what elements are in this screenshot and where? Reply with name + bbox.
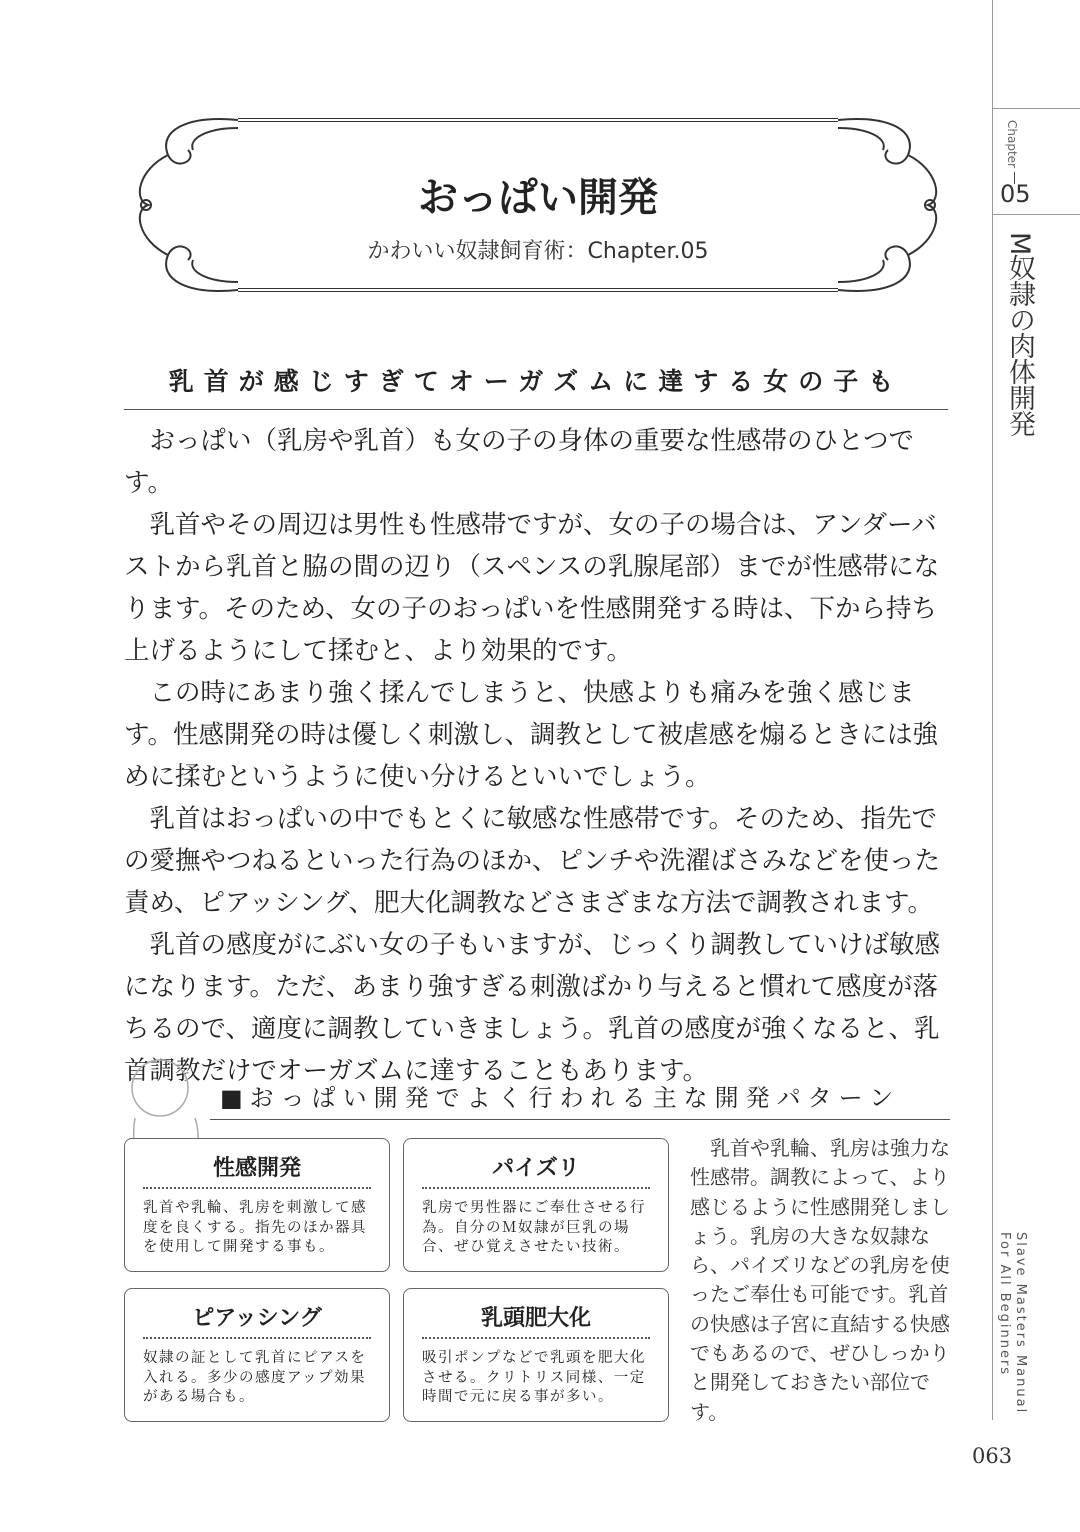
- paragraph: 乳首やその周辺は男性も性感帯ですが、女の子の場合は、アンダーバストから乳首と脇の間の辺り（スペンスの乳腺尾部）までが性感帯になります。そのため、女の子のおっぱいを性感開発する時は、下から持ち上げるようにして揉むと、より効果的です。: [124, 510, 940, 666]
- body-text: [124, 420, 950, 1092]
- section-heading: 乳首が感じすぎてオーガズムに達する女の子も: [124, 362, 948, 410]
- page-subtitle: かわいい奴隷飼育術：Chapter.05: [367, 239, 709, 264]
- sidebar-divider: [992, 0, 993, 1420]
- card-text: 乳房で男性器にご奉仕させる行為。自分のＭ奴隷が巨乳の場合、ぜひ覚えさせたい技術。: [422, 1200, 646, 1255]
- book-title: [996, 1232, 1028, 1414]
- book-title-line: Slave Masters Manual: [1013, 1232, 1028, 1415]
- pattern-card: [403, 1288, 669, 1422]
- card-title: パイズリ: [422, 1151, 650, 1189]
- card-title: 性感開発: [143, 1151, 371, 1189]
- pattern-card: [403, 1138, 669, 1272]
- chapter-label: Chapter: [1005, 120, 1019, 168]
- paragraph: おっぱい（乳房や乳首）も女の子の身体の重要な性感帯のひとつです。: [124, 426, 914, 498]
- patterns-heading: ■おっぱい開発でよく行われる主な開発パターン: [210, 1078, 950, 1120]
- chapter-title: M奴隷の肉体開発: [1004, 232, 1035, 437]
- sidebar-rule: [992, 214, 1080, 215]
- side-note: 乳首や乳輪、乳房は強力な性感帯。調教によって、より感じるように性感開発しましょう。乳房の大きな奴隷なら、パイズリなどの乳房を使ったご奉仕も可能です。乳首の快感は子宮に直結する快感でもあるので、ぜひしっかりと開発しておきたい部位です。: [690, 1136, 950, 1424]
- pattern-card: [124, 1288, 390, 1422]
- paragraph: 乳首の感度がにぶい女の子もいますが、じっくり調教していけば敏感になります。ただ、あまり強すぎる刺激ばかり与えると慣れて感度が落ちるので、適度に調教していきましょう。乳首の感度が強くなると、乳首調教だけでオーガズムに達することもあります。: [124, 930, 941, 1086]
- card-text: 奴隷の証として乳首にピアスを入れる。多少の感度アップ効果がある場合も。: [143, 1350, 367, 1405]
- pattern-card: [124, 1138, 390, 1272]
- page-title: おっぱい開発: [418, 175, 658, 221]
- card-title: 乳頭肥大化: [422, 1301, 650, 1339]
- page-number: 063: [972, 1444, 1013, 1468]
- card-text: 乳首や乳輪、乳房を刺激して感度を良くする。指先のほか器具を使用して開発する事も。: [143, 1200, 367, 1255]
- sidebar-rule: [992, 108, 1080, 109]
- book-title-line: For All Beginners: [997, 1232, 1012, 1377]
- card-text: 吸引ポンプなどで乳頭を肥大化させる。クリトリス同様、一定時間で元に戻る事が多い。: [422, 1350, 646, 1405]
- chapter-number: 05: [1000, 180, 1031, 208]
- paragraph: この時にあまり強く揉んでしまうと、快感よりも痛みを強く感じます。性感開発の時は優しく刺激し、調教として被虐感を煽るときには強めに揉むというように使い分けるといいでしょう。: [124, 678, 938, 792]
- paragraph: 乳首はおっぱいの中でもとくに敏感な性感帯です。そのため、指先での愛撫やつねるといった行為のほか、ピンチや洗濯ばさみなどを使った責め、ピアッシング、肥大化調教などさまざまな方法で調教されます。: [124, 804, 941, 918]
- card-title: ピアッシング: [143, 1301, 371, 1339]
